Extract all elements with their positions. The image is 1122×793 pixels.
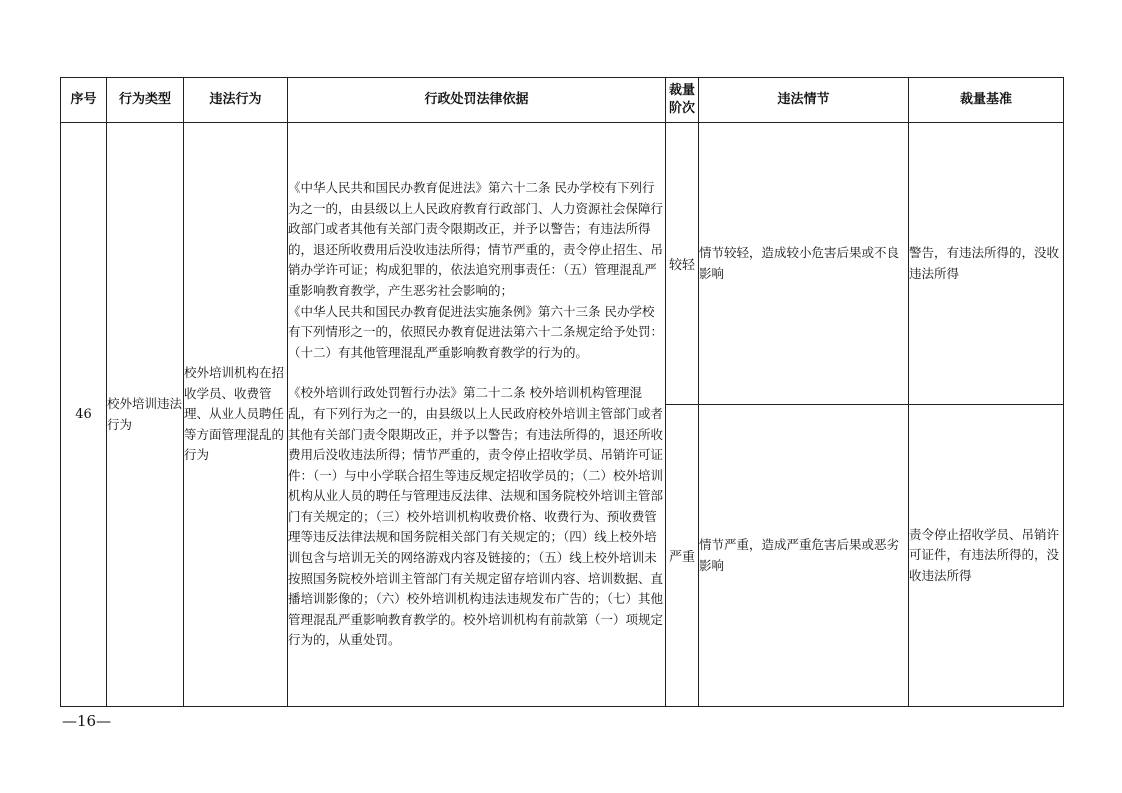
page-number: —16— xyxy=(62,712,112,730)
legal-basis-paragraph: 《校外培训行政处罚暂行办法》第二十二条 校外培训机构管理混乱，有下列行为之一的，由县级以上人民政府校外培训主管部门或者其他有关部门责令限期改正，并予以警告；有违法所得的，退还所收费用后没收违法所得；情节严重的，责令停止招收学员、吊销许可证件：（一）与中小学联合招生等违反规定招收学员的；（二）校外培训机构从业人员的聘任与管理违反法律、法规和国务院校外培训主管部门有关规定的；（三）校外培训机构收费价格、收费行为、预收费管理等违反法律法规和国务院相关部门有关规定的；（四）线上校外培训包含与培训无关的网络游戏内容及链接的；（五）线上校外培训未按照国务院校外培训主管部门有关规定留存培训内容、培训数据、直播培训影像的；（六）校外培训机构违法违规发布广告的；（七）其他管理混乱严重影响教育教学的。校外培训机构有前款第（一）项规定行为的，从重处罚。 xyxy=(288,385,664,648)
header-level: 裁量阶次 xyxy=(666,78,699,123)
circumstance-severe: 情节严重，造成严重危害后果或恶劣影响 xyxy=(699,405,909,707)
header-legal-basis: 行政处罚法律依据 xyxy=(288,78,666,123)
row-index: 46 xyxy=(61,123,107,707)
legal-basis-paragraph: 《中华人民共和国民办教育促进法》第六十二条 民办学校有下列行为之一的，由县级以上人民政府教育行政部门、人力资源社会保障行政部门或者其他有关部门责令限期改正，并予以警告；有违法所得的，退还所收费用后没收违法所得；情节严重的，责令停止招生、吊销办学许可证；构成犯罪的，依法追究刑事责任：（五）管理混乱严重影响教育教学，产生恶劣社会影响的； xyxy=(288,179,664,298)
row-behavior-type: 校外培训违法行为 xyxy=(107,123,184,707)
row-legal-basis xyxy=(288,123,666,707)
legal-basis-paragraph: 《中华人民共和国民办教育促进法实施条例》第六十三条 民办学校有下列情形之一的，依照民办教育促进法第六十二条规定给予处罚：（十二）有其他管理混乱严重影响教育教学的行为的。 xyxy=(288,303,664,360)
circumstance-light: 情节较轻，造成较小危害后果或不良影响 xyxy=(699,123,909,405)
table-row xyxy=(61,123,1064,405)
header-row xyxy=(61,78,1064,123)
penalty-discretion-table xyxy=(60,77,1064,707)
standard-light: 警告，有违法所得的，没收违法所得 xyxy=(909,123,1064,405)
row-violation: 校外培训机构在招收学员、收费管理、从业人员聘任等方面管理混乱的行为 xyxy=(184,123,288,707)
level-light: 较轻 xyxy=(666,123,699,405)
header-behavior-type: 行为类型 xyxy=(107,78,184,123)
level-severe: 严重 xyxy=(666,405,699,707)
standard-severe: 责令停止招收学员、吊销许可证件，有违法所得的，没收违法所得 xyxy=(909,405,1064,707)
header-circumstance: 违法情节 xyxy=(699,78,909,123)
header-violation: 违法行为 xyxy=(184,78,288,123)
header-index: 序号 xyxy=(61,78,107,123)
header-standard: 裁量基准 xyxy=(909,78,1064,123)
